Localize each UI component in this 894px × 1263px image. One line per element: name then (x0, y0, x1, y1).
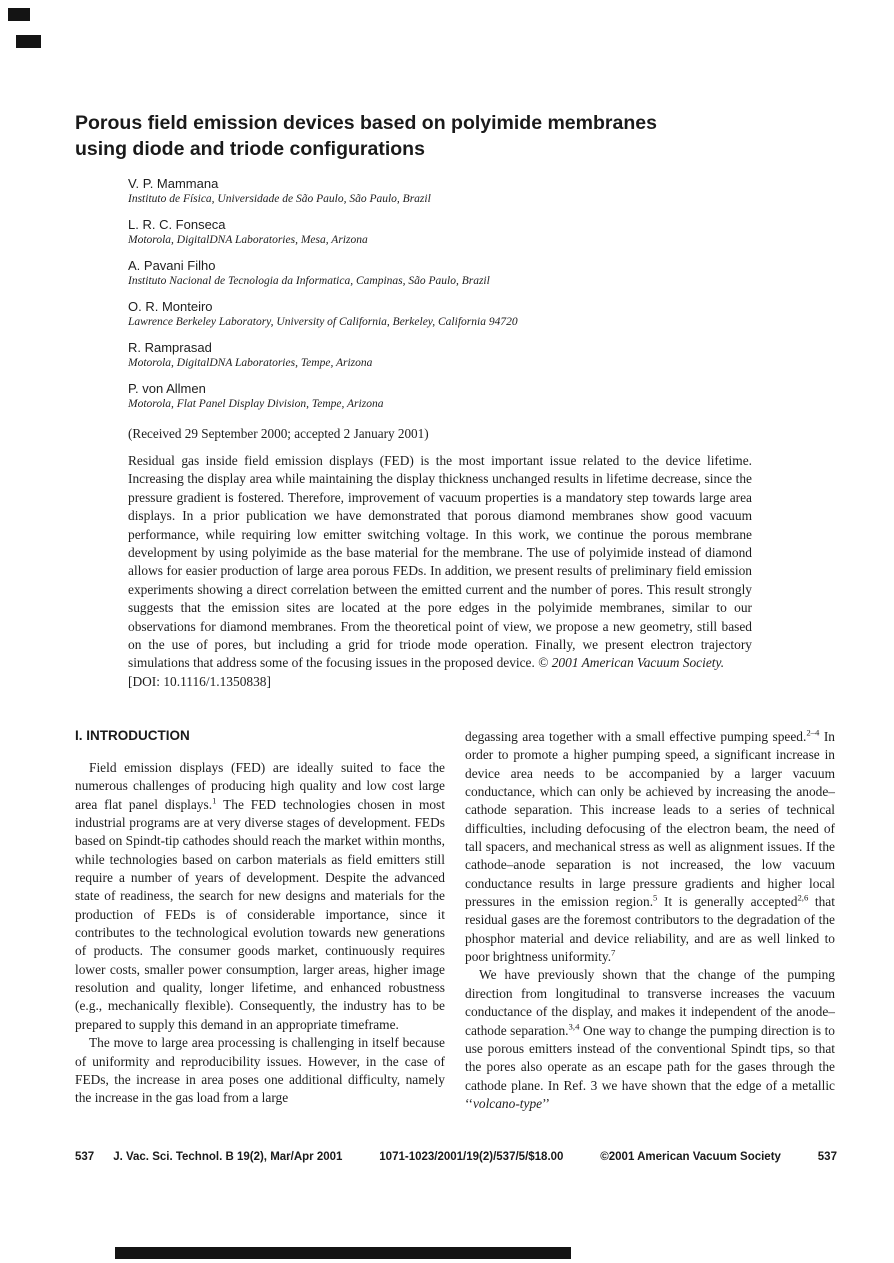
scan-artifact-bottom-bar (115, 1247, 571, 1259)
author-affiliation: Motorola, DigitalDNA Laboratories, Tempe, Arizona (128, 357, 373, 369)
author-name: A. Pavani Filho (128, 258, 216, 273)
footer-page-number-left: 537 (75, 1151, 95, 1163)
article-title (75, 110, 785, 162)
author-affiliation: Lawrence Berkeley Laboratory, University of California, Berkeley, California 94720 (128, 316, 518, 328)
left-column (75, 728, 445, 1113)
author-affiliation: Instituto Nacional de Tecnologia da Informatica, Campinas, São Paulo, Brazil (128, 275, 490, 287)
footer-page-number-right: 537 (817, 1151, 837, 1163)
footer-journal-ref: J. Vac. Sci. Technol. B 19(2), Mar/Apr 2001 (113, 1151, 343, 1163)
footer-issn-code: 1071-1023/2001/19(2)/537/5/$18.00 (379, 1151, 564, 1163)
author-block (128, 258, 752, 288)
author-name: L. R. C. Fonseca (128, 217, 226, 232)
right-column (465, 728, 835, 1113)
section-heading-introduction: I. INTRODUCTION (75, 728, 190, 743)
author-affiliation: Motorola, DigitalDNA Laboratories, Mesa, Arizona (128, 234, 368, 246)
body-paragraph: The move to large area processing is challenging in itself because of uniformity and reproducibility issues. However, in the case of FEDs, the increase in area poses one additional difficulty, namely the increase in the gas load from a large (75, 1035, 445, 1106)
page-footer (75, 1151, 837, 1163)
doi-line: [DOI: 10.1116/1.1350838] (128, 673, 271, 689)
author-block (128, 381, 752, 411)
received-dates: (Received 29 September 2000; accepted 2 January 2001) (128, 426, 429, 441)
author-affiliation: Motorola, Flat Panel Display Division, Tempe, Arizona (128, 398, 384, 410)
article-head-block (128, 176, 752, 691)
author-affiliation: Instituto de Física, Universidade de São Paulo, São Paulo, Brazil (128, 193, 431, 205)
article-title-line2: using diode and triode configurations (75, 138, 425, 160)
author-name: R. Ramprasad (128, 340, 212, 355)
abstract-text: Residual gas inside field emission displays (FED) is the most important issue related to the device lifetime. Increasing the display area while maintaining the display thickness unchanged results in lifetime decrease, since the pressure gradient is fostered. Therefore, improvement of vacuum properties is a mandatory step towards large area displays. In a prior publication we have demonstrated that porous diamond membranes show good vacuum performance, while requiring low emitter switching voltage. In this work, we continue the porous membrane development by using polyimide as the base material for the membrane. The use of polyimide instead of diamond allows for easier production of large area porous FEDs. In addition, we present results of preliminary field emission experiments showing a direct correlation between the emitted current and the number of pores. This result strongly suggests that the emission sites are located at the pore edges in the polyimide membranes, similar to our observations for diamond membranes. From the theoretical point of view, we propose a new geometry, still based on the use of pores, but including a grid for triode mode operation. Finally, we present electron trajectory simulations that address some of the focusing issues in the proposed device. © 2001 American Vacuum Society. (128, 453, 752, 671)
body-paragraph: We have previously shown that the change of the pumping direction from longitudinal to transverse increases the vacuum conductance of the display, and makes it independent of the anode–cathode separation.$^{3,4}$ One way to change the pumping direction is to use porous emitters instead of the conventional Spindt tips, so that the pores also operate as an escape path for the gases through the cathode plane. In Ref. 3 we have shown that the edge of a metallic ‘‘volcano-type’’ (465, 967, 836, 1111)
author-block (128, 299, 752, 329)
body-paragraph: Field emission displays (FED) are ideally suited to face the numerous challenges of producing high quality and low cost large area flat panel displays.$^1$ The FED technologies chosen in most industrial programs are at very diverse stages of development. FEDs based on Spindt-tip cathodes should reach the market within months, while technologies based on carbon materials as field emitters still require a number of years of development. Despite the advanced state of readiness, the search for new designs and materials for the production of FEDs is of considerable importance, since it contributes to the technological evolution towards new generations of products. The consumer goods market, continuously requires lower costs, smaller power consumption, larger areas, higher image resolution and quality, longer lifetime, and enhanced robustness (e.g., mechanically flexible). Consequently, the industry has to be prepared to supply this demand in an appropriate timeframe. (75, 760, 445, 1032)
scan-artifact-mark-2 (16, 35, 41, 48)
footer-copyright: ©2001 American Vacuum Society (600, 1151, 781, 1163)
scan-artifact-mark-1 (8, 8, 30, 21)
author-block (128, 217, 752, 247)
author-block (128, 340, 752, 370)
two-column-body (75, 728, 835, 1113)
author-name: V. P. Mammana (128, 176, 219, 191)
author-name: O. R. Monteiro (128, 299, 213, 314)
author-name: P. von Allmen (128, 381, 206, 396)
body-paragraph: degassing area together with a small effective pumping speed.$^{2-4}$ In order to promote a higher pumping speed, a significant increase in device area needs to be accompanied by a larger vacuum conductance, which can only be achieved by increasing the anode–cathode separation. This increase leads to a series of technical difficulties, including defocusing of the electron beam, the need of tall spacers, and mechanical stress as well as alignment issues. If the cathode–anode separation is not increased, the low vacuum conductance results in large pressure gradients and higher local pressures in the emission region.$^5$ It is generally accepted$^{2,6}$ that residual gases are the foremost contributors to the degradation of the phosphor material and device reliability, and are as well linked to poor brightness uniformity.$^7$ (465, 727, 835, 965)
author-block (128, 176, 752, 206)
article-title-line1: Porous field emission devices based on polyimide membranes (75, 112, 657, 134)
footer-left-group (75, 1151, 342, 1163)
